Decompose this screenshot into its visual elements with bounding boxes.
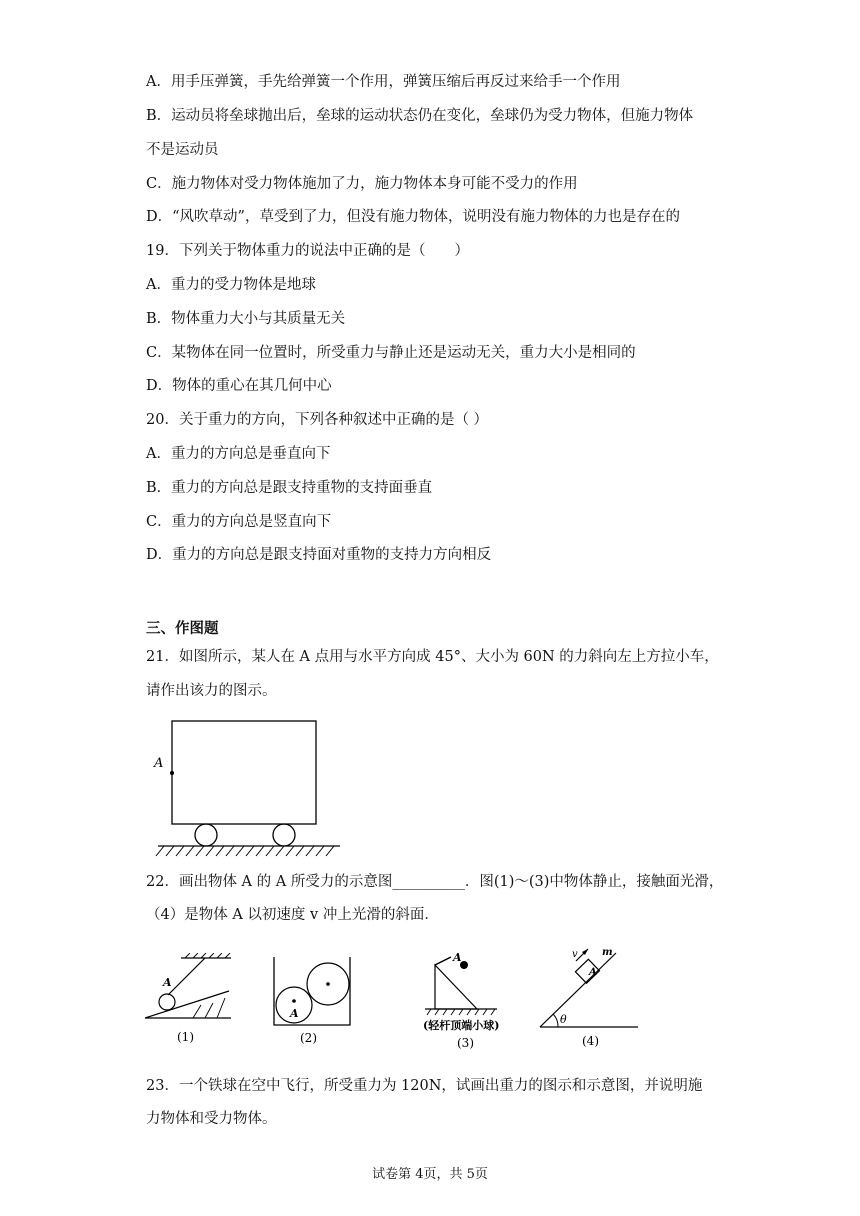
label-m: m bbox=[602, 947, 613, 958]
incline-surface bbox=[540, 953, 616, 1027]
q22-figure-3 bbox=[423, 953, 523, 1053]
q22-figure-4 bbox=[538, 945, 643, 1050]
light-rod bbox=[435, 957, 451, 965]
q18-option-b-line2: 不是运动员 bbox=[146, 142, 219, 158]
q19-stem: 19．下列关于物体重力的说法中正确的是（ ） bbox=[146, 243, 469, 259]
ground-hatch bbox=[156, 846, 334, 856]
q23-stem-line1: 23．一个铁球在空中飞行，所受重力为 120N，试画出重力的图示和示意图，并说明施 bbox=[146, 1078, 703, 1094]
q19-option-c: C．某物体在同一位置时，所受重力与静止还是运动无关，重力大小是相同的 bbox=[146, 345, 636, 361]
label-a: A bbox=[154, 756, 164, 771]
ball-a bbox=[159, 994, 175, 1010]
cart-wheel-left bbox=[195, 824, 217, 846]
fig4-label-a: A bbox=[589, 967, 597, 978]
fig2-label-a: A bbox=[290, 1007, 299, 1020]
fig3-label: (3) bbox=[457, 1036, 474, 1050]
q19-option-d: D．物体的重心在其几何中心 bbox=[146, 378, 332, 394]
section-title: 三、作图题 bbox=[146, 620, 219, 637]
q20-option-c: C．重力的方向总是竖直向下 bbox=[146, 514, 332, 530]
fig4-label: (4) bbox=[582, 1034, 599, 1048]
fig3-label-a: A bbox=[453, 953, 462, 964]
q22-figure-2 bbox=[270, 955, 355, 1050]
fig2-label: (2) bbox=[300, 1031, 317, 1045]
page-footer: 试卷第 4页，共 5页 bbox=[372, 1167, 488, 1182]
q19-option-a: A．重力的受力物体是地球 bbox=[146, 277, 316, 293]
q18-option-a: A．用手压弹簧，手先给弹簧一个作用，弹簧压缩后再反过来给手一个作用 bbox=[146, 74, 621, 90]
q18-option-c: C．施力物体对受力物体施加了力，施力物体本身可能不受力的作用 bbox=[146, 176, 578, 192]
q22-stem-line1: 22．画出物体 A 的 A 所受力的示意图__________．图(1)～(3)中物体静止，接触面光滑， bbox=[146, 874, 724, 890]
fig3-caption: (轻杆顶端小球) bbox=[423, 1019, 500, 1032]
incline-line bbox=[145, 991, 229, 1018]
cart-wheel-right bbox=[273, 824, 295, 846]
q20-option-a: A．重力的方向总是垂直向下 bbox=[146, 446, 331, 462]
label-v: v bbox=[572, 949, 578, 960]
q21-stem-line1: 21．如图所示，某人在 A 点用与水平方向成 45°、大小为 60N 的力斜向左上方拉小车， bbox=[146, 649, 719, 665]
string-line bbox=[168, 958, 205, 995]
container bbox=[274, 957, 350, 1025]
q22-figure-1 bbox=[143, 953, 238, 1048]
q20-option-d: D．重力的方向总是跟支持面对重物的支持力方向相反 bbox=[146, 547, 492, 563]
q18-option-b-line1: B．运动员将垒球抛出后，垒球的运动状态仍在变化，垒球仍为受力物体，但施力物体 bbox=[146, 108, 694, 124]
fig1-label-a: A bbox=[163, 976, 172, 989]
fig1-label: (1) bbox=[177, 1030, 194, 1044]
triangle-block bbox=[435, 965, 477, 1009]
q23-stem-line2: 力物体和受力物体。 bbox=[146, 1111, 277, 1127]
point-a bbox=[170, 771, 174, 775]
cart-body bbox=[172, 721, 316, 824]
q19-option-b: B．物体重力大小与其质量无关 bbox=[146, 311, 346, 327]
q21-stem-line2: 请作出该力的图示。 bbox=[146, 683, 277, 699]
q22-stem-line2: （4）是物体 A 以初速度 v 冲上光滑的斜面． bbox=[146, 907, 439, 923]
angle-theta: θ bbox=[560, 1013, 567, 1026]
q18-option-d: D．“风吹草动”，草受到了力，但没有施力物体，说明没有施力物体的力也是存在的 bbox=[146, 209, 680, 225]
q21-cart-figure bbox=[150, 715, 350, 860]
q20-stem: 20．关于重力的方向，下列各种叙述中正确的是（ ） bbox=[146, 412, 489, 428]
q20-option-b: B．重力的方向总是跟支持重物的支持面垂直 bbox=[146, 480, 433, 496]
